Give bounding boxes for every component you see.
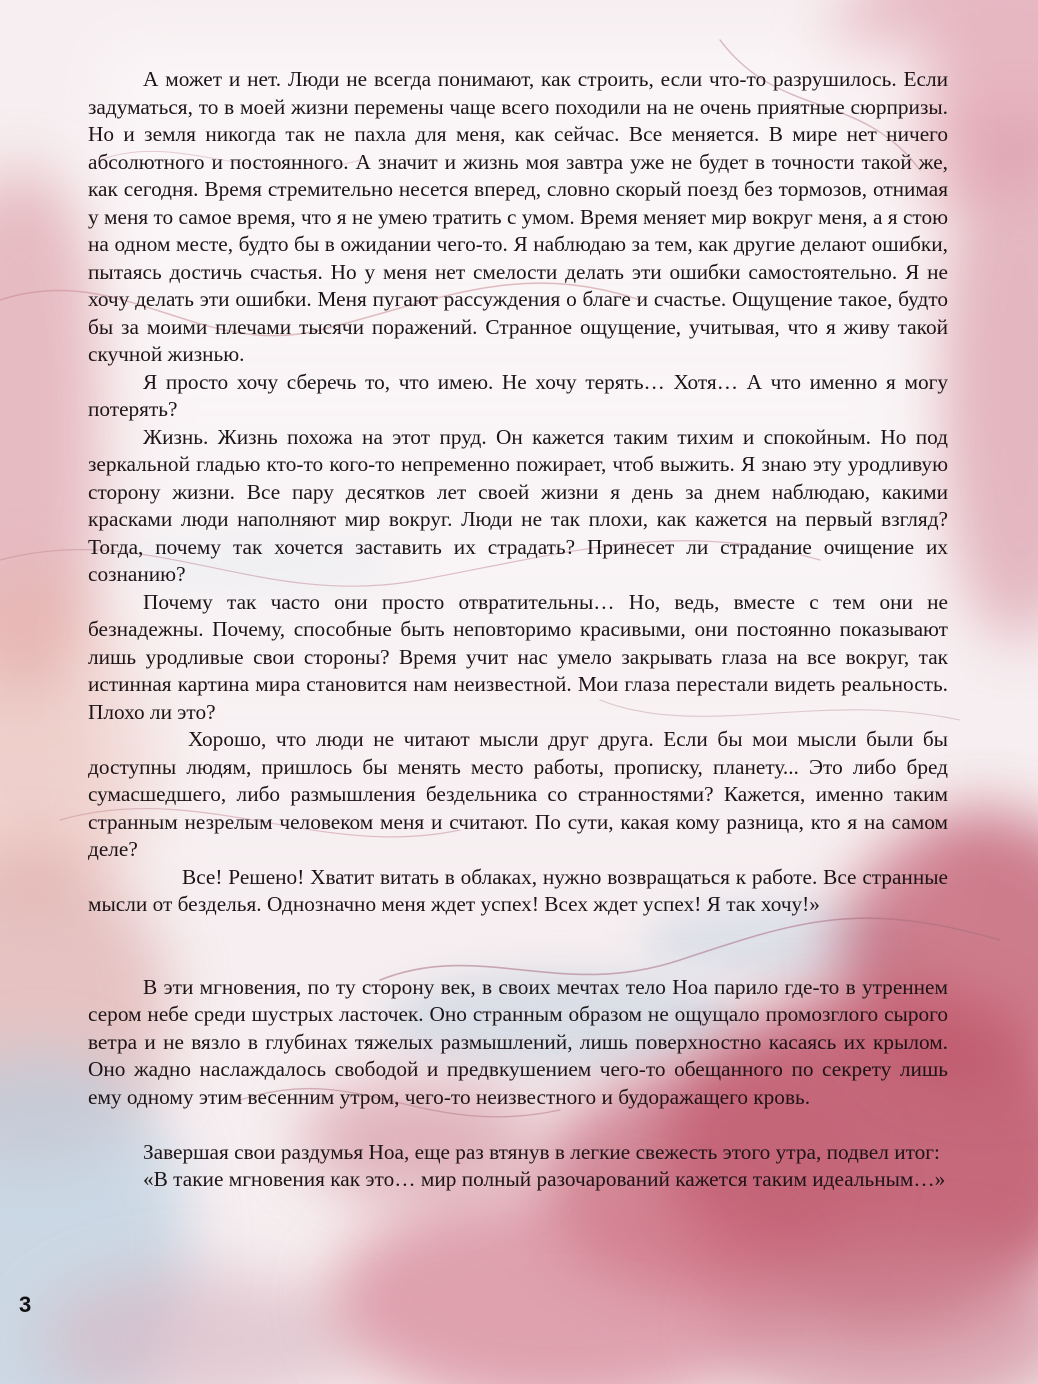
paragraph: Хорошо, что люди не читают мысли друг друга. Если бы мои мысли были бы доступны людям, пришлось бы менять место работы, прописку, планету... Это либо бред сумасшедшего, либо размышления бездельника со странностями? Кажется, именно таким странным незрелым человеком меня и считают. По сути, какая кому разница, кто я на самом деле? [88, 727, 948, 861]
paragraph: В эти мгновения, по ту сторону век, в своих мечтах тело Ноа парило где-то в утреннем сером небе среди шустрых ласточек. Оно странным образом не ощущало промозглого сырого ветра и не вязло в глубинах тяжелых размышлений, лишь поверхностно касаясь их крылом. Оно жадно наслаждалось свободой и предвкушением чего-то обещанного по секрету лишь ему одному этим весенним утром, чего-то неизвестного и будоражащего кровь. [88, 974, 948, 1109]
page-number: 3 [19, 1292, 32, 1317]
paragraph: Все! Решено! Хватит витать в облаках, нужно возвращаться к работе. Все странные мысли от безделья. Однозначно меня ждет успех! Всех ждет успех! Я так хочу!» [88, 864, 948, 916]
paragraph-spacer [88, 946, 948, 974]
paragraph-spacer [88, 919, 948, 947]
paragraph: «В такие мгновения как это… мир полный разочарований кажется таким идеальным…» [143, 1167, 946, 1191]
paragraph: Жизнь. Жизнь похожа на этот пруд. Он кажется таким тихим и спокойным. Но под зеркальной гладью кто-то кого-то непременно пожирает, чтоб выжить. Я знаю эту уродливую сторону жизни. Все пару десятков лет своей жизни я день за днем наблюдаю, какими красками люди наполняют мир вокруг. Люди не так плохи, как кажется на первый взгляд? Тогда, почему так хочется заставить их страдать? Принесет ли страдание очищение их сознанию? [88, 424, 948, 586]
paragraph: А может и нет. Люди не всегда понимают, как строить, если что-то разрушилось. Если задуматься, то в моей жизни перемены чаще всего походили на не очень приятные сюрпризы. Но и земля никогда так не пахла для меня, как сейчас. Все меняется. В мире нет ничего абсолютного и постоянного. А значит и жизнь моя завтра уже не будет в точности такой же, как сегодня. Время стремительно несется вперед, словно скорый поезд без тормозов, отнимая у меня то самое время, что я не умею тратить с умом. Время меняет мир вокруг меня, а я стою на одном месте, будто бы в ожидании чего-то. Я наблюдаю за тем, как другие делают ошибки, пытаясь достичь счастья. Но у меня нет смелости делать эти ошибки самостоятельно. Я не хочу делать эти ошибки. Меня пугают рассуждения о благе и счастье. Ощущение такое, будто бы за моими плечами тысячи поражений. Странное ощущение, учитывая, что я живу такой скучной жизнью. [88, 67, 948, 366]
story-text [88, 66, 948, 1194]
paragraph-spacer [88, 1111, 948, 1139]
paragraph: Я просто хочу сберечь то, что имею. Не хочу терять… Хотя… А что именно я могу потерять? [88, 369, 948, 421]
paragraph: Почему так часто они просто отвратительны… Но, ведь, вместе с тем они не безнадежны. Почему, способные быть неповторимо красивыми, они постоянно показывают лишь уродливые свои стороны? Время учит нас умело закрывать глаза на все вокруг, так истинная картина мира становится нам неизвестной. Мои глаза перестали видеть реальность. Плохо ли это? [88, 589, 948, 724]
paragraph: Завершая свои раздумья Ноа, еще раз втянув в легкие свежесть этого утра, подвел итог: [143, 1139, 940, 1164]
